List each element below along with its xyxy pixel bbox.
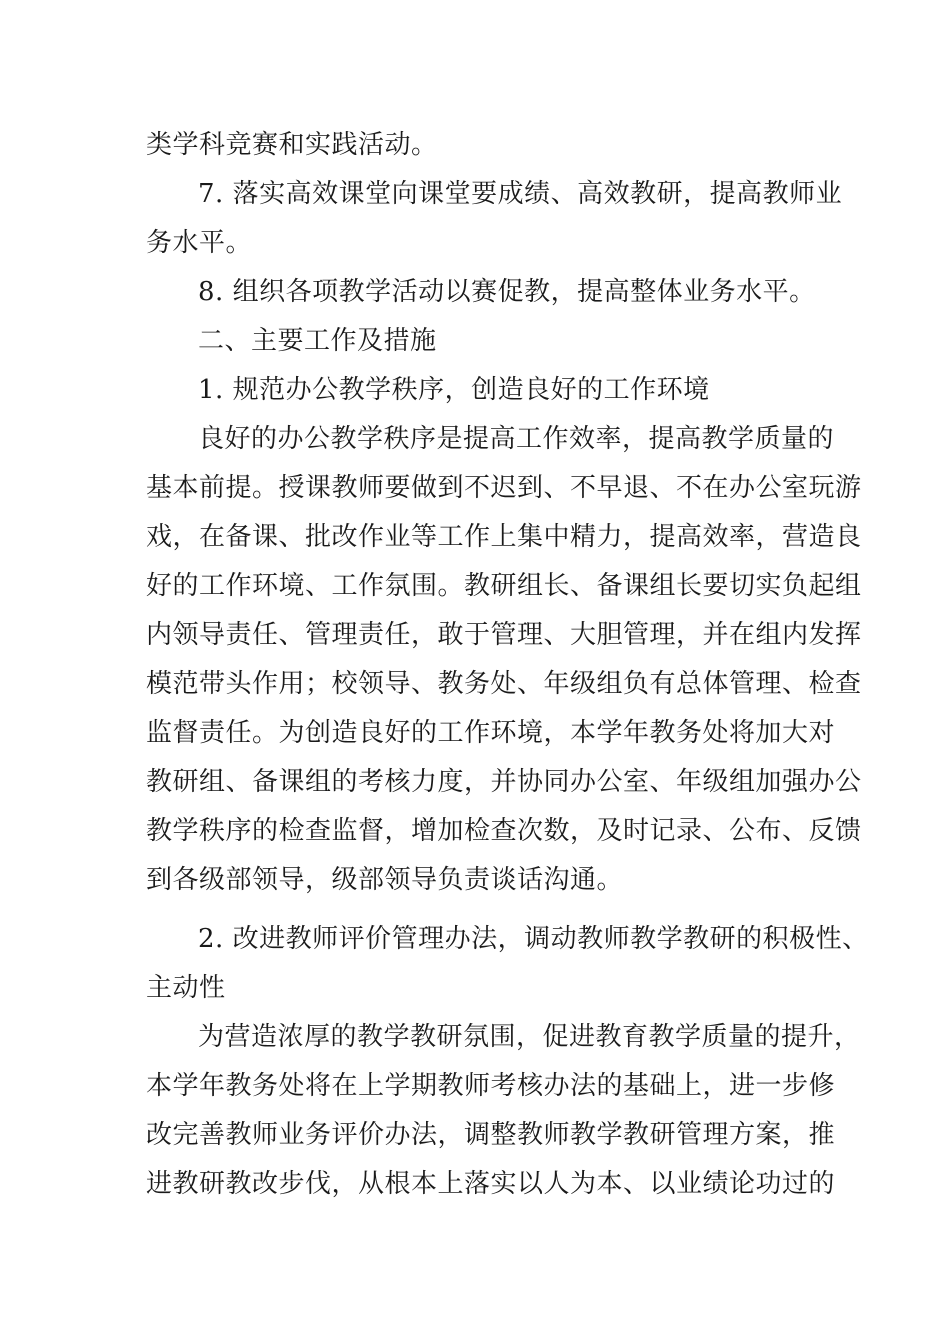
section-heading: 二、主要工作及措施 [198,326,437,356]
subsection-heading: 2. 改进教师评价管理办法，调动教师教学教研的积极性、 [198,924,869,954]
text-line: 教学秩序的检查监督，增加检查次数，及时记录、公布、反馈 [146,816,862,846]
text-line: 教研组、备课组的考核力度，并协同办公室、年级组加强办公 [146,767,862,797]
text-line: 良好的办公教学秩序是提高工作效率，提高教学质量的 [198,424,835,454]
text-line: 到各级部领导，级部领导负责谈话沟通。 [146,865,624,895]
text-line: 务水平。 [146,228,253,258]
text-line: 8. 组织各项教学活动以赛促教，提高整体业务水平。 [198,277,816,307]
subsection-heading: 1. 规范办公教学秩序，创造良好的工作环境 [198,375,710,405]
text-line: 7. 落实高效课堂向课堂要成绩、高效教研，提高教师业 [198,179,843,209]
text-line: 改完善教师业务评价办法，调整教师教学教研管理方案，推 [146,1120,836,1150]
text-line: 监督责任。为创造良好的工作环境，本学年教务处将加大对 [146,718,836,748]
text-line: 好的工作环境、工作氛围。教研组长、备课组长要切实负起组 [146,571,862,601]
subsection-heading-continued: 主动性 [146,973,226,1003]
text-line: 进教研教改步伐，从根本上落实以人为本、以业绩论功过的 [146,1169,836,1199]
text-line: 模范带头作用；校领导、教务处、年级组负有总体管理、检查 [146,669,862,699]
text-line: 戏，在备课、批改作业等工作上集中精力，提高效率，营造良 [146,522,862,552]
text-line: 内领导责任、管理责任，敢于管理、大胆管理，并在组内发挥 [146,620,862,650]
text-line: 为营造浓厚的教学教研氛围，促进教育教学质量的提升， [198,1022,861,1052]
text-line: 基本前提。授课教师要做到不迟到、不早退、不在办公室玩游 [146,473,862,503]
text-line: 类学科竞赛和实践活动。 [146,130,438,160]
text-line: 本学年教务处将在上学期教师考核办法的基础上，进一步修 [146,1071,836,1101]
